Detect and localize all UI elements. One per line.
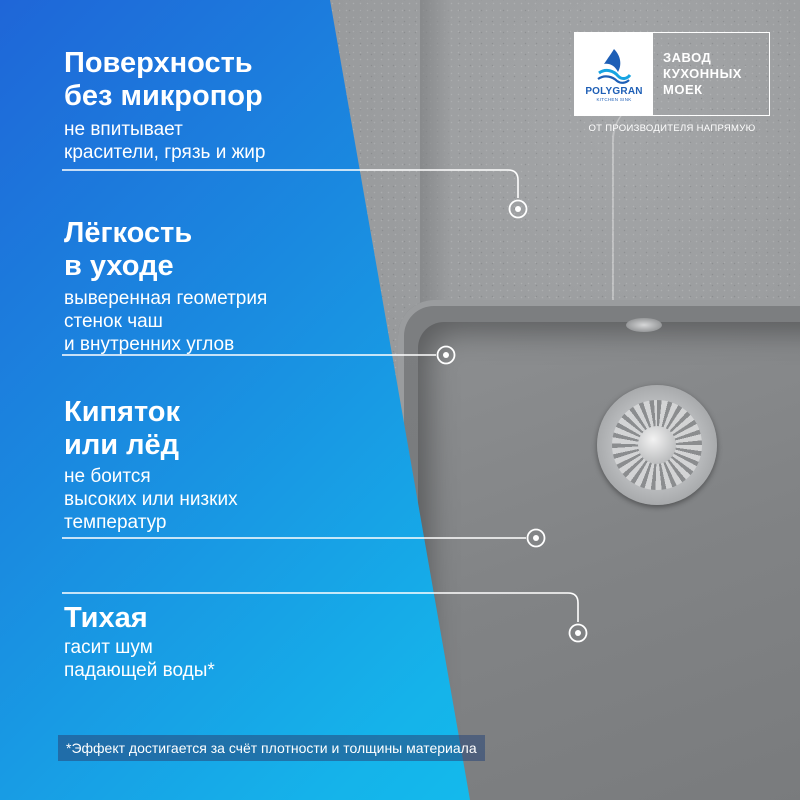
feature-title [64, 396, 238, 462]
feature-easy-care [64, 217, 267, 356]
brand-subtitle: KITCHEN SINK [596, 97, 632, 102]
feature-title-line: или лёд [64, 429, 180, 461]
feature-description [64, 287, 267, 356]
feature-title-line: в уходе [64, 250, 174, 282]
feature-description-line: температур [64, 512, 167, 533]
feature-description [64, 636, 215, 682]
feature-description-line: не впитывает [64, 119, 183, 140]
feature-title [64, 217, 267, 283]
feature-title [64, 47, 266, 113]
brand-logo [574, 32, 770, 116]
footnote: *Эффект достигается за счёт плотности и толщины материала [58, 735, 485, 761]
brand-tagline: ОТ ПРОИЗВОДИТЕЛЯ НАПРЯМУЮ [588, 123, 756, 134]
feature-title-line: без микропор [64, 80, 263, 112]
factory-label [653, 33, 769, 115]
feature-no-micropores [64, 47, 266, 164]
factory-label-line: ЗАВОД [663, 50, 712, 65]
wave-sail-icon [594, 46, 634, 86]
callout-line-1 [62, 170, 518, 198]
feature-description [64, 465, 238, 534]
feature-description-line: падающей воды* [64, 660, 215, 681]
feature-description-line: выверенная геометрия [64, 288, 268, 309]
feature-title-line: Лёгкость [64, 217, 193, 249]
brand-name: POLYGRAN [585, 86, 643, 97]
feature-title-line: Поверхность [64, 47, 253, 79]
feature-quiet [64, 602, 215, 682]
feature-description-line: не боится [64, 466, 151, 487]
factory-label-line: МОЕК [663, 82, 703, 97]
feature-description-line: гасит шум [64, 637, 153, 658]
feature-heat-cold [64, 396, 238, 534]
feature-title [64, 602, 215, 635]
brand-mark [575, 33, 653, 115]
feature-description-line: стенок чаш [64, 311, 163, 332]
feature-description-line: высоких или низких [64, 489, 238, 510]
feature-description-line: и внутренних углов [64, 334, 235, 355]
feature-description [64, 118, 266, 164]
feature-title-line: Тихая [64, 602, 148, 634]
feature-title-line: Кипяток [64, 396, 181, 428]
factory-label-line: КУХОННЫХ [663, 66, 742, 81]
feature-description-line: красители, грязь и жир [64, 142, 266, 163]
